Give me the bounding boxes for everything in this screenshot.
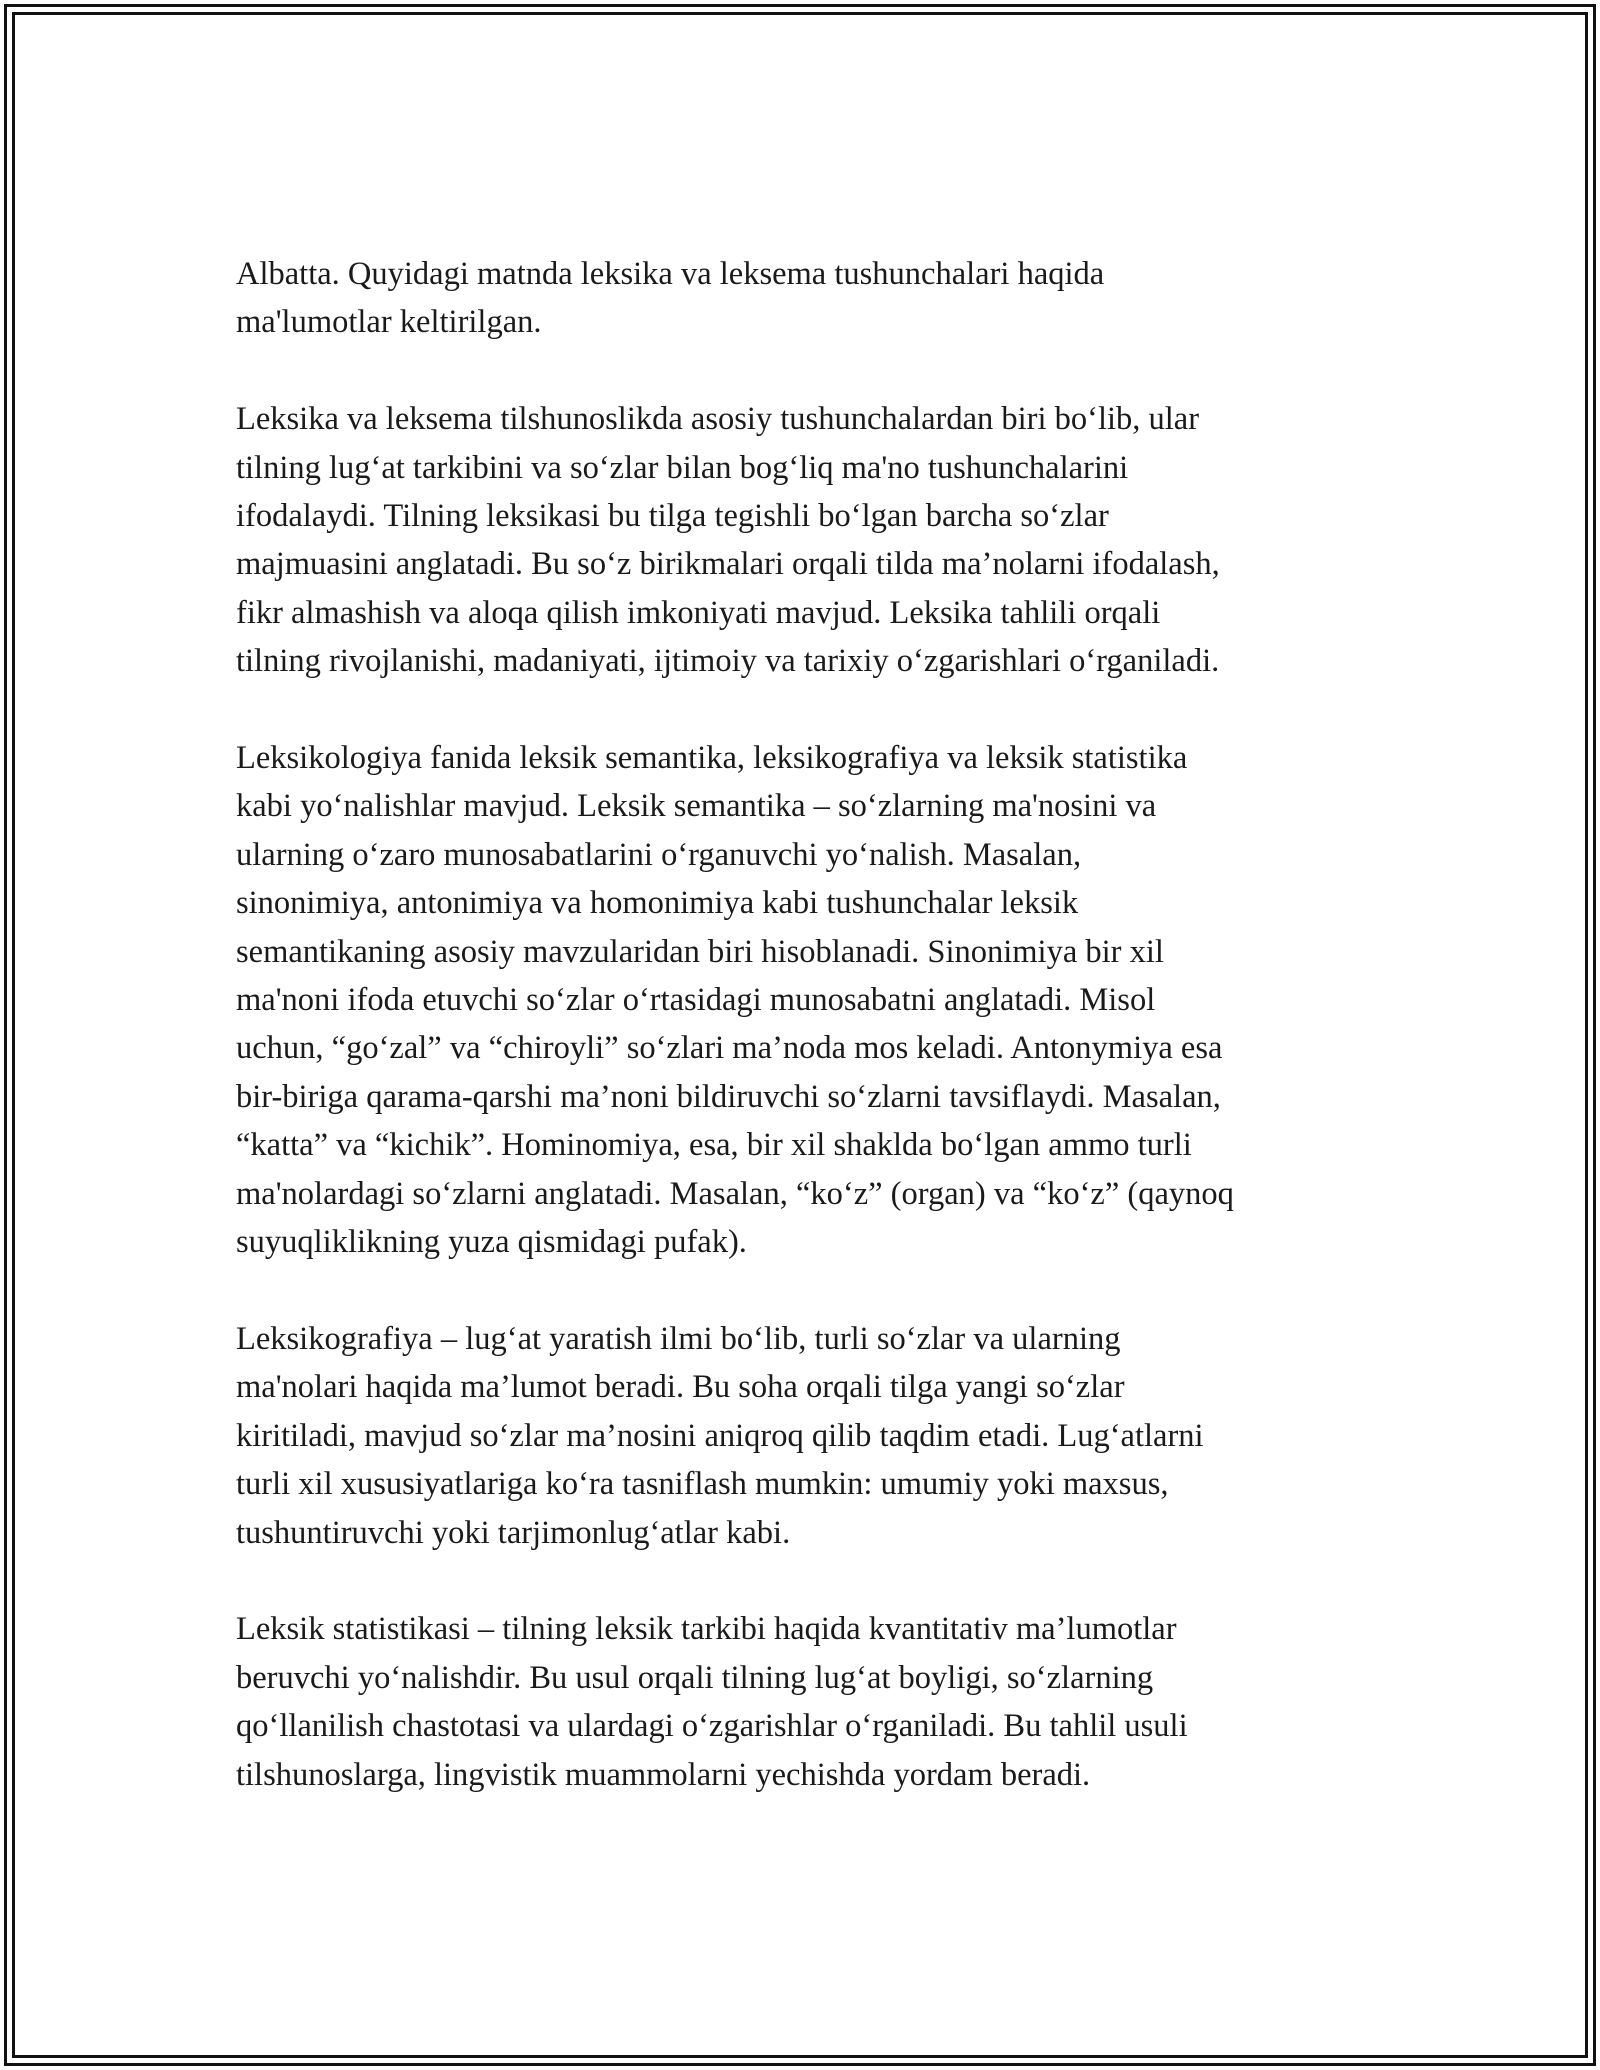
- text-line: Albatta. Quyidagi matnda leksika va leksema tushunchalari haqida: [236, 256, 1105, 292]
- paragraph-leksika: [236, 395, 1386, 685]
- text-line: bir-biriga qarama-qarshi ma’noni bildiruvchi so‘zlarni tavsiflaydi. Masalan,: [236, 1078, 1221, 1115]
- text-line: suyuqliklikning yuza qismidagi pufak).: [236, 1224, 747, 1261]
- text-line: tilning rivojlanishi, madaniyati, ijtimoiy va tarixiy o‘zgarishlari o‘rganiladi.: [236, 643, 1220, 680]
- text-line: “katta” va “kichik”. Hominomiya, esa, bir xil shaklda bo‘lgan ammo turli: [236, 1127, 1192, 1164]
- paragraph-intro: [236, 250, 1386, 347]
- text-line: Leksik statistikasi – tilning leksik tarkibi haqida kvantitativ ma’lumotlar: [236, 1611, 1177, 1648]
- text-line: qo‘llanilish chastotasi va ulardagi o‘zgarishlar o‘rganiladi. Bu tahlil usuli: [236, 1708, 1188, 1745]
- text-line: ma'lumotlar keltirilgan.: [236, 304, 542, 341]
- text-line: ularning o‘zaro munosabatlarini o‘rganuvchi yo‘nalish. Masalan,: [236, 836, 1082, 873]
- paragraph-statistika: [236, 1605, 1386, 1799]
- text-line: ma'noni ifoda etuvchi so‘zlar o‘rtasidagi munosabatni anglatadi. Misol: [236, 982, 1156, 1019]
- text-line: tilning lug‘at tarkibini va so‘zlar bilan bog‘liq ma'no tushunchalarini: [236, 449, 1129, 486]
- text-line: majmuasini anglatadi. Bu so‘z birikmalari orqali tilda ma’nolarni ifodalash,: [236, 546, 1220, 583]
- text-line: ifodalaydi. Tilning leksikasi bu tilga tegishli bo‘lgan barcha so‘zlar: [236, 498, 1109, 535]
- text-line: Leksikologiya fanida leksik semantika, leksikografiya va leksik statistika: [236, 740, 1188, 777]
- document-body: [236, 250, 1386, 1799]
- text-line: kabi yo‘nalishlar mavjud. Leksik semantika – so‘zlarning ma'nosini va: [236, 788, 1157, 825]
- text-line: fikr almashish va aloqa qilish imkoniyati mavjud. Leksika tahlili orqali: [236, 594, 1161, 631]
- text-line: beruvchi yo‘nalishdir. Bu usul orqali tilning lug‘at boyligi, so‘zlarning: [236, 1659, 1154, 1696]
- text-line: Leksika va leksema tilshunoslikda asosiy tushunchalardan biri bo‘lib, ular: [236, 401, 1200, 438]
- text-line: uchun, “go‘zal” va “chiroyli” so‘zlari ma’noda mos keladi. Antonymiya esa: [236, 1030, 1223, 1067]
- text-line: ma'nolari haqida ma’lumot beradi. Bu soha orqali tilga yangi so‘zlar: [236, 1369, 1125, 1406]
- text-line: Leksikografiya – lug‘at yaratish ilmi bo‘lib, turli so‘zlar va ularning: [236, 1320, 1121, 1357]
- text-line: sinonimiya, antonimiya va homonimiya kabi tushunchalar leksik: [236, 885, 1079, 922]
- paragraph-leksikografiya: [236, 1315, 1386, 1557]
- paragraph-leksikologiya: [236, 734, 1386, 1266]
- text-line: semantikaning asosiy mavzularidan biri hisoblanadi. Sinonimiya bir xil: [236, 933, 1164, 970]
- text-line: ma'nolardagi so‘zlarni anglatadi. Masalan, “ko‘z” (organ) va “ko‘z” (qaynoq: [236, 1175, 1234, 1212]
- text-line: kiritiladi, mavjud so‘zlar ma’nosini aniqroq qilib taqdim etadi. Lug‘atlarni: [236, 1417, 1204, 1454]
- text-line: tilshunoslarga, lingvistik muammolarni yechishda yordam beradi.: [236, 1756, 1091, 1793]
- text-line: tushuntiruvchi yoki tarjimonlug‘atlar kabi.: [236, 1514, 791, 1551]
- text-line: turli xil xususiyatlariga ko‘ra tasniflash mumkin: umumiy yoki maxsus,: [236, 1466, 1169, 1503]
